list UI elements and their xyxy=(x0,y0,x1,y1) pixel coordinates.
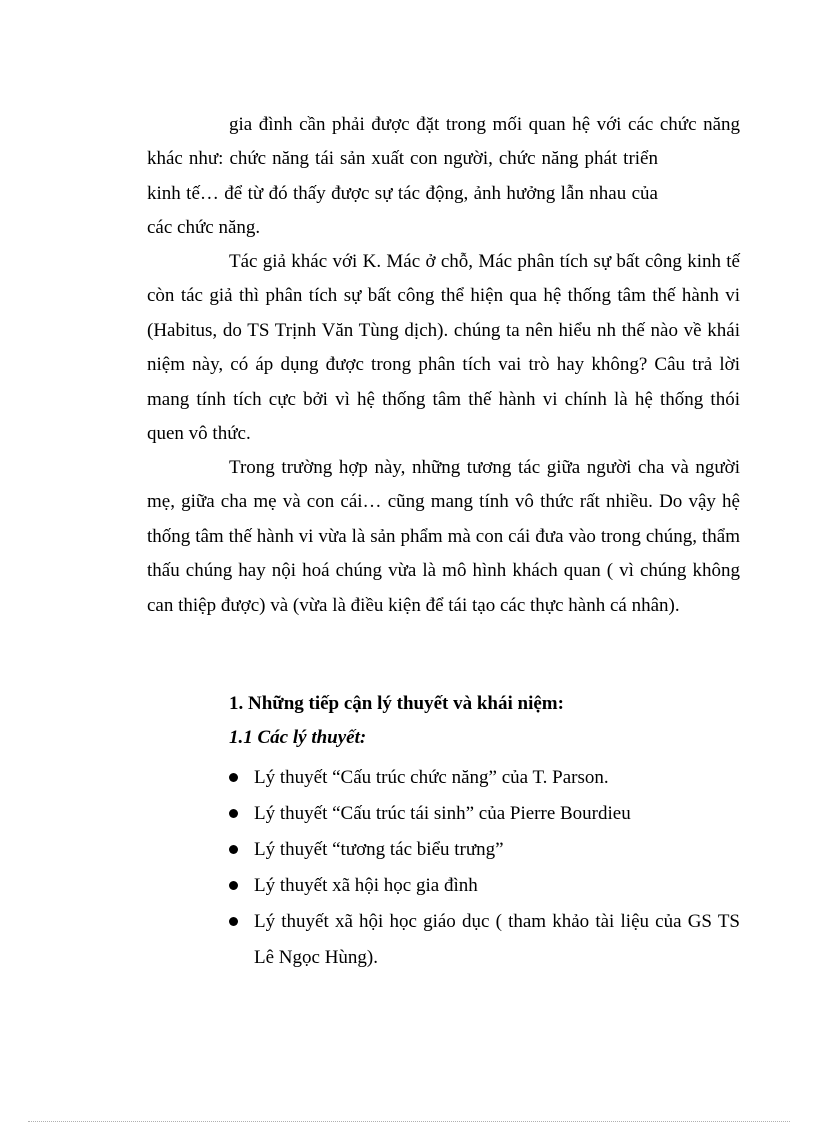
bullet-icon xyxy=(229,773,238,782)
paragraph-habitus xyxy=(147,245,740,451)
bullet-icon xyxy=(229,881,238,890)
paragraph-text: Tác giả khác với K. Mác ở chỗ, Mác phân tích sự bất công kinh tế còn tác giả thì phân tích sự bất công thể hiện qua hệ thống tâm thế hành vi (Habitus, do TS Trịnh Văn Tùng dịch). chúng ta nên hiểu nh thế nào về khái niệm này, có áp dụng được trong phân tích vai trò hay không? Câu trả lời mang tính tích cực bởi vì hệ thống tâm thế hành vi chính là hệ thống thói quen vô thức. xyxy=(147,251,740,445)
list-item-text: Lý thuyết “Cấu trúc chức năng” của T. Parson. xyxy=(254,767,609,788)
subsection-heading: 1.1 Các lý thuyết: xyxy=(229,727,367,748)
paragraph-interaction xyxy=(147,451,740,623)
paragraph-text: Trong trường hợp này, những tương tác giữa người cha và người mẹ, giữa cha mẹ và con cái… cũng mang tính vô thức rất nhiều. Do vậy hệ thống tâm thế hành vi vừa là sản phẩm mà con cái đưa vào trong chúng, thẩm thấu chúng hay nội hoá chúng vừa là mô hình khách quan ( vì chúng không can thiệp được) và (vừa là điều kiện để tái tạo các thực hành cá nhân). xyxy=(147,457,740,616)
list-item xyxy=(229,832,740,868)
paragraph-first-line: gia đình cần phải được đặt trong mối quan hệ với các chức năng xyxy=(229,114,740,135)
page-bottom-divider xyxy=(28,1121,790,1122)
list-item-text: Lý thuyết xã hội học gia đình xyxy=(254,875,478,896)
paragraph-continuation xyxy=(147,108,740,246)
bullet-icon xyxy=(229,845,238,854)
paragraph-rest: khác như: chức năng tái sản xuất con người, chức năng phát triển kinh tế… để từ đó thấy được sự tác động, ảnh hưởng lẫn nhau của các chức năng. xyxy=(147,148,658,239)
list-item-text: Lý thuyết xã hội học giáo dục ( tham khảo tài liệu của GS TS Lê Ngọc Hùng). xyxy=(254,911,740,968)
list-item xyxy=(229,904,740,976)
list-item xyxy=(229,796,740,832)
section-heading: 1. Những tiếp cận lý thuyết và khái niệm: xyxy=(229,693,564,714)
bullet-icon xyxy=(229,809,238,818)
list-item xyxy=(229,760,740,796)
theory-list xyxy=(229,760,740,976)
list-item xyxy=(229,868,740,904)
list-item-text: Lý thuyết “tương tác biểu trưng” xyxy=(254,839,504,860)
bullet-icon xyxy=(229,917,238,926)
list-item-text: Lý thuyết “Cấu trúc tái sinh” của Pierre Bourdieu xyxy=(254,803,631,824)
